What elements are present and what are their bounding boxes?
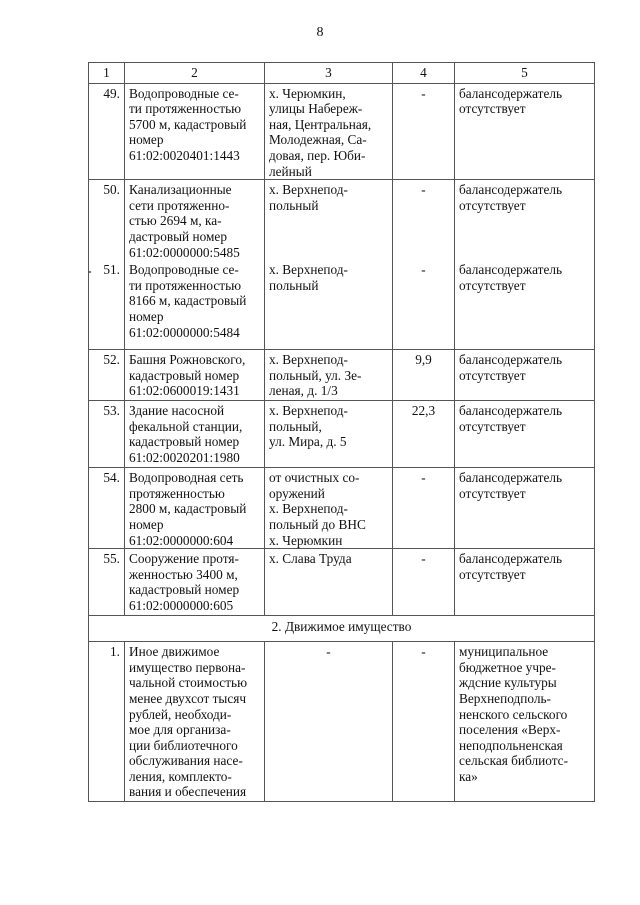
row-number: 51. xyxy=(89,260,125,350)
table-row xyxy=(89,350,595,401)
header-col-3: 3 xyxy=(265,63,393,84)
object-location: х. Верхнепод- польный xyxy=(265,180,393,260)
balance-holder: балансодержатель отсутствует xyxy=(455,180,595,260)
table-row xyxy=(89,468,595,549)
table-row xyxy=(89,549,595,616)
table-row xyxy=(89,260,595,350)
object-name: Водопроводные се- ти протяженностью 5700 м, кадастровый номер 61:02:0020401:1443 xyxy=(125,83,265,180)
row-number: 1. xyxy=(89,642,125,802)
section-row xyxy=(89,616,595,642)
row-number: 52. xyxy=(89,350,125,401)
header-row xyxy=(89,63,595,84)
object-area: - xyxy=(393,549,455,616)
header-col-1: 1 xyxy=(89,63,125,84)
object-name: Здание насосной фекальной станции, кадастровый номер 61:02:0020201:1980 xyxy=(125,401,265,468)
table-row xyxy=(89,83,595,180)
object-area: - xyxy=(393,260,455,350)
object-name: Канализационные сети протяженно- стью 2694 м, ка- дастровый номер 61:02:0000000:5485 xyxy=(125,180,265,260)
header-col-4: 4 xyxy=(393,63,455,84)
object-location: х. Верхнепод- польный xyxy=(265,260,393,350)
balance-holder: балансодержатель отсутствует xyxy=(455,401,595,468)
object-location: - xyxy=(265,642,393,802)
balance-holder: балансодержатель отсутствует xyxy=(455,549,595,616)
row-number: 49. xyxy=(89,83,125,180)
table-row xyxy=(89,401,595,468)
balance-holder: балансодержатель отсутствует xyxy=(455,350,595,401)
page-number: 8 xyxy=(316,25,324,40)
balance-holder: балансодержатель отсутствует xyxy=(455,260,595,350)
object-area: - xyxy=(393,180,455,260)
object-name: Сооружение протя- женностью 3400 м, кадастровый номер 61:02:0000000:605 xyxy=(125,549,265,616)
object-name: Иное движимое имущество первона- чальной стоимостью менее двухсот тысяч рублей, необходи- мое для организа- ции библиотечного обслуживания насе- ления, комплекто- вания и обеспечения xyxy=(125,642,265,802)
header-col-5: 5 xyxy=(455,63,595,84)
object-location: х. Верхнепод- польный, ул. Зе- леная, д. 1/3 xyxy=(265,350,393,401)
object-location: х. Слава Труда xyxy=(265,549,393,616)
header-col-2: 2 xyxy=(125,63,265,84)
property-registry-table xyxy=(88,62,595,802)
object-name: Башня Рожновского, кадастровый номер 61:02:0600019:1431 xyxy=(125,350,265,401)
object-name: Водопроводные се- ти протяженностью 8166 м, кадастровый номер 61:02:0000000:5484 xyxy=(125,260,265,350)
balance-holder: муниципальное бюджетное учре- ждсние культуры Верхнеподполь- ненского сельского поселения «Верх- неподпольненская сельская библиотс- ка» xyxy=(455,642,595,802)
object-area: - xyxy=(393,468,455,549)
balance-holder: балансодержатель отсутствует xyxy=(455,83,595,180)
object-location: х. Черюмкин, улицы Набереж- ная, Центральная, Молодежная, Са- довая, пер. Юби- лейный xyxy=(265,83,393,180)
object-area: - xyxy=(393,83,455,180)
object-location: х. Верхнепод- польный, ул. Мира, д. 5 xyxy=(265,401,393,468)
row-number: 53. xyxy=(89,401,125,468)
row-number: 50. xyxy=(89,180,125,260)
object-area: - xyxy=(393,642,455,802)
row-number: 54. xyxy=(89,468,125,549)
object-area: 9,9 xyxy=(393,350,455,401)
table-row xyxy=(89,642,595,802)
object-location: от очистных со- оружений х. Верхнепод- польный до ВНС х. Черюмкин xyxy=(265,468,393,549)
object-area: 22,3 xyxy=(393,401,455,468)
balance-holder: балансодержатель отсутствует xyxy=(455,468,595,549)
table-row xyxy=(89,180,595,260)
scan-dot-mark xyxy=(89,271,91,273)
row-number: 55. xyxy=(89,549,125,616)
object-name: Водопроводная сеть протяженностью 2800 м, кадастровый номер 61:02:0000000:604 xyxy=(125,468,265,549)
section-title: 2. Движимое имущество xyxy=(89,616,595,642)
